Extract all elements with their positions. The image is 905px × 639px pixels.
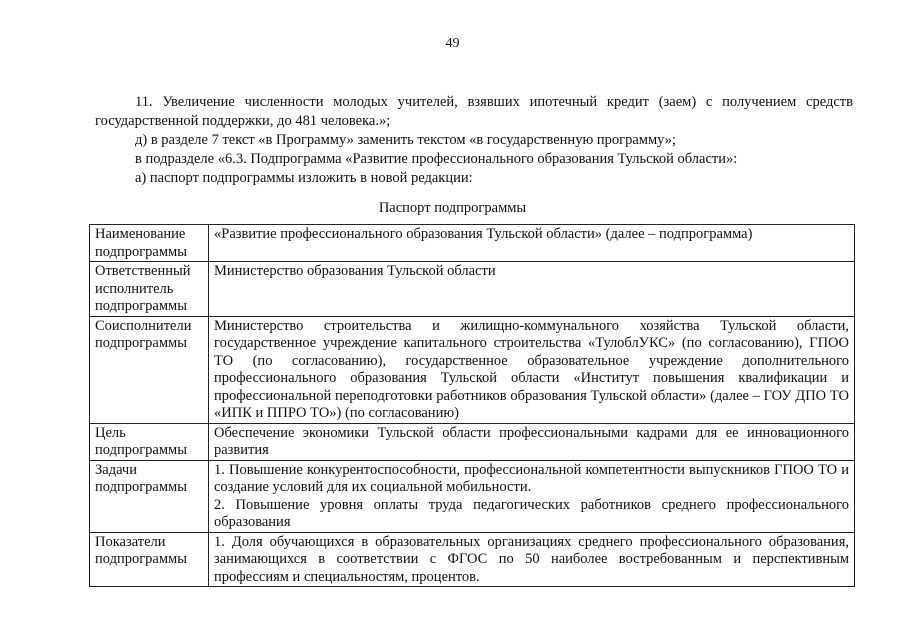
row-value bbox=[209, 262, 855, 317]
value-paragraph: 1. Повышение конкурентоспособности, профессиональной компетентности выпускников ГПОО ТО и создание условий для их социальной мобильности. bbox=[214, 461, 849, 495]
row-value bbox=[209, 316, 855, 423]
paragraph: 11. Увеличение численности молодых учителей, взявших ипотечный кредит (заем) с получением средств государственной поддержки, до 481 человека.»; bbox=[95, 94, 853, 129]
table-row bbox=[90, 423, 855, 460]
paragraph: д) в разделе 7 текст «в Программу» заменить текстом «в государственную программу»; bbox=[135, 132, 677, 148]
paragraph: в подразделе «6.3. Подпрограмма «Развитие профессионального образования Тульской области»: bbox=[135, 151, 738, 167]
table-row bbox=[90, 460, 855, 532]
row-value bbox=[209, 423, 855, 460]
value-paragraph: 2. Повышение уровня оплаты труда педагогических работников среднего профессионального образования bbox=[214, 496, 849, 530]
row-label: Цель подпрограммы bbox=[90, 423, 209, 460]
row-label: Ответственный исполнитель подпрограммы bbox=[90, 262, 209, 317]
row-label: Наименование подпрограммы bbox=[90, 225, 209, 262]
row-value bbox=[209, 532, 855, 587]
paragraph: а) паспорт подпрограммы изложить в новой редакции: bbox=[135, 170, 473, 186]
passport-table bbox=[89, 224, 855, 587]
table-row bbox=[90, 532, 855, 587]
table-caption: Паспорт подпрограммы bbox=[378, 200, 527, 216]
table-row bbox=[90, 225, 855, 262]
table-row bbox=[90, 316, 855, 423]
table-row bbox=[90, 262, 855, 317]
value-paragraph: Министерство образования Тульской области bbox=[214, 263, 496, 279]
value-paragraph: Обеспечение экономики Тульской области профессиональными кадрами для ее инновационного развития bbox=[214, 424, 849, 458]
body-text bbox=[95, 93, 853, 188]
row-label: Задачи подпрограммы bbox=[90, 460, 209, 532]
row-label: Соисполнители подпрограммы bbox=[90, 316, 209, 423]
value-paragraph: «Развитие профессионального образования Тульской области» (далее – подпрограмма) bbox=[214, 226, 753, 242]
row-label: Показатели подпрограммы bbox=[90, 532, 209, 587]
value-paragraph: Министерство строительства и жилищно-коммунального хозяйства Тульской области, государственное учреждение капитального строительства «ТулоблУКС» (по согласованию), ГПОО ТО (по согласованию), государственное образовательное учреждение дополнительного профессионального образования Тульской области «Институт повышения квалификации и профессиональной переподготовки работников образования Тульской области» (далее – ГОУ ДПО ТО «ИПК и ППРО ТО») (по согласованию) bbox=[214, 317, 849, 421]
row-value bbox=[209, 460, 855, 532]
row-value bbox=[209, 225, 855, 262]
value-paragraph: 1. Доля обучающихся в образовательных организациях среднего профессионального образования, занимающихся в соответствии с ФГОС по 50 наиболее востребованным и перспективным профессиям и специальностям, процентов. bbox=[214, 533, 849, 585]
page-number: 49 bbox=[445, 36, 460, 51]
